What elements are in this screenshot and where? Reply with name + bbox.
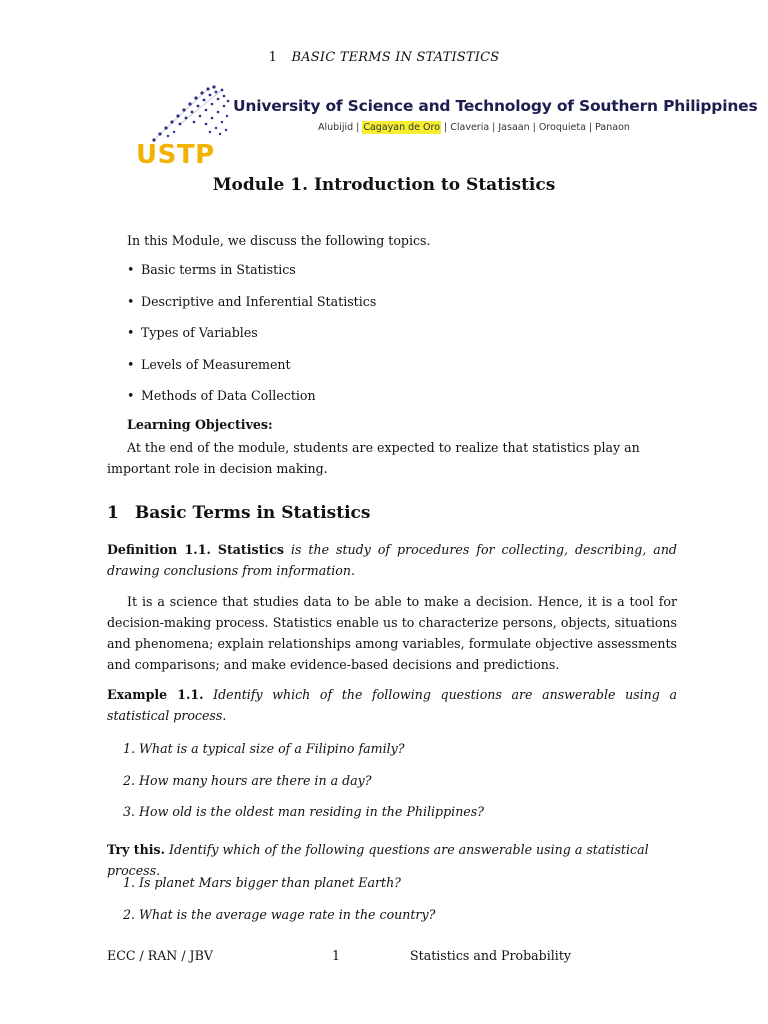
list-item: 2. How many hours are there in a day?: [123, 772, 372, 788]
footer-page-number: 1: [332, 948, 341, 963]
example-question-list: [123, 740, 484, 835]
university-name: University of Science and Technology of Southern Philippines: [233, 97, 758, 115]
section-title: Basic Terms in Statistics: [134, 503, 371, 523]
bullet-icon: •: [127, 325, 135, 341]
campus-jasaan: Jasaan: [498, 122, 530, 133]
list-item: 1. What is a typical size of a Filipino family?: [123, 741, 405, 756]
example-label: Example 1.1.: [107, 687, 204, 702]
topic-item: • Types of Variables: [127, 325, 258, 341]
list-item: 3. How old is the oldest man residing in the Philippines?: [123, 804, 484, 819]
bullet-icon: •: [127, 262, 135, 277]
ustp-logo-dots-icon: [150, 84, 232, 148]
example-text: Identify which of the following questions are answerable using a statistical process.: [107, 687, 677, 723]
running-header: [0, 50, 768, 65]
section-heading: [107, 503, 370, 523]
campus-oroquieta: Oroquieta: [538, 122, 586, 133]
running-header-title: BASIC TERMS IN STATISTICS: [291, 50, 500, 65]
try-this-text: Identify which of the following questions are answerable using a statistical process.: [107, 842, 649, 878]
list-item: 2. What is the average wage rate in the country?: [123, 906, 436, 922]
bullet-icon: •: [127, 293, 135, 309]
module-title: Module 1. Introduction to Statistics: [212, 175, 556, 195]
campus-cagayan-de-oro: Cagayan de Oro: [363, 122, 441, 133]
bullet-icon: •: [127, 388, 135, 404]
learning-objectives-heading: Learning Objectives:: [127, 417, 273, 432]
learning-objectives-text: At the end of the module, students are expected to realize that statistics play an important role in decision making.: [107, 440, 640, 476]
intro-text: In this Module, we discuss the following topics.: [127, 233, 431, 248]
list-item: 1. Is planet Mars bigger than planet Earth?: [123, 875, 401, 890]
topic-item: • Descriptive and Inferential Statistics: [127, 293, 377, 309]
try-this-label: Try this.: [107, 842, 166, 857]
campus-panaon: Panaon: [595, 122, 630, 133]
example-block: [107, 684, 677, 726]
ustp-logo-text: USTP: [136, 140, 215, 170]
topic-item: • Methods of Data Collection: [127, 388, 316, 404]
bullet-icon: •: [127, 356, 135, 372]
footer-course: Statistics and Probability: [410, 948, 572, 963]
body-paragraph: It is a science that studies data to be able to make a decision. Hence, it is a tool for decision-making process. Statistics enable us to characterize persons, objects, situations and phenomena; explain relationships among variables, formulate objective assessments and comparisons; and make evidence-based decisions and predictions.: [107, 594, 677, 672]
definition-label: Definition 1.1.: [107, 542, 211, 557]
campus-claveria: Claveria: [450, 122, 490, 133]
definition-block: [107, 539, 677, 581]
try-this-question-list: [123, 874, 435, 937]
campus-alubijid: Alubijid: [318, 122, 354, 133]
topic-item: • Basic terms in Statistics: [127, 262, 296, 277]
definition-text: is the study of procedures for collecting, describing, and drawing conclusions from information.: [107, 542, 677, 578]
definition-term: Statistics: [217, 542, 284, 557]
campus-list: Alubijid | Cagayan de Oro | Claveria | Jasaan | Oroquieta | Panaon: [318, 122, 630, 133]
section-number: 1: [107, 503, 119, 523]
topic-list: [127, 261, 376, 419]
running-header-number: 1: [268, 50, 278, 65]
topic-item: • Levels of Measurement: [127, 356, 291, 372]
footer-authors: ECC / RAN / JBV: [107, 948, 213, 963]
